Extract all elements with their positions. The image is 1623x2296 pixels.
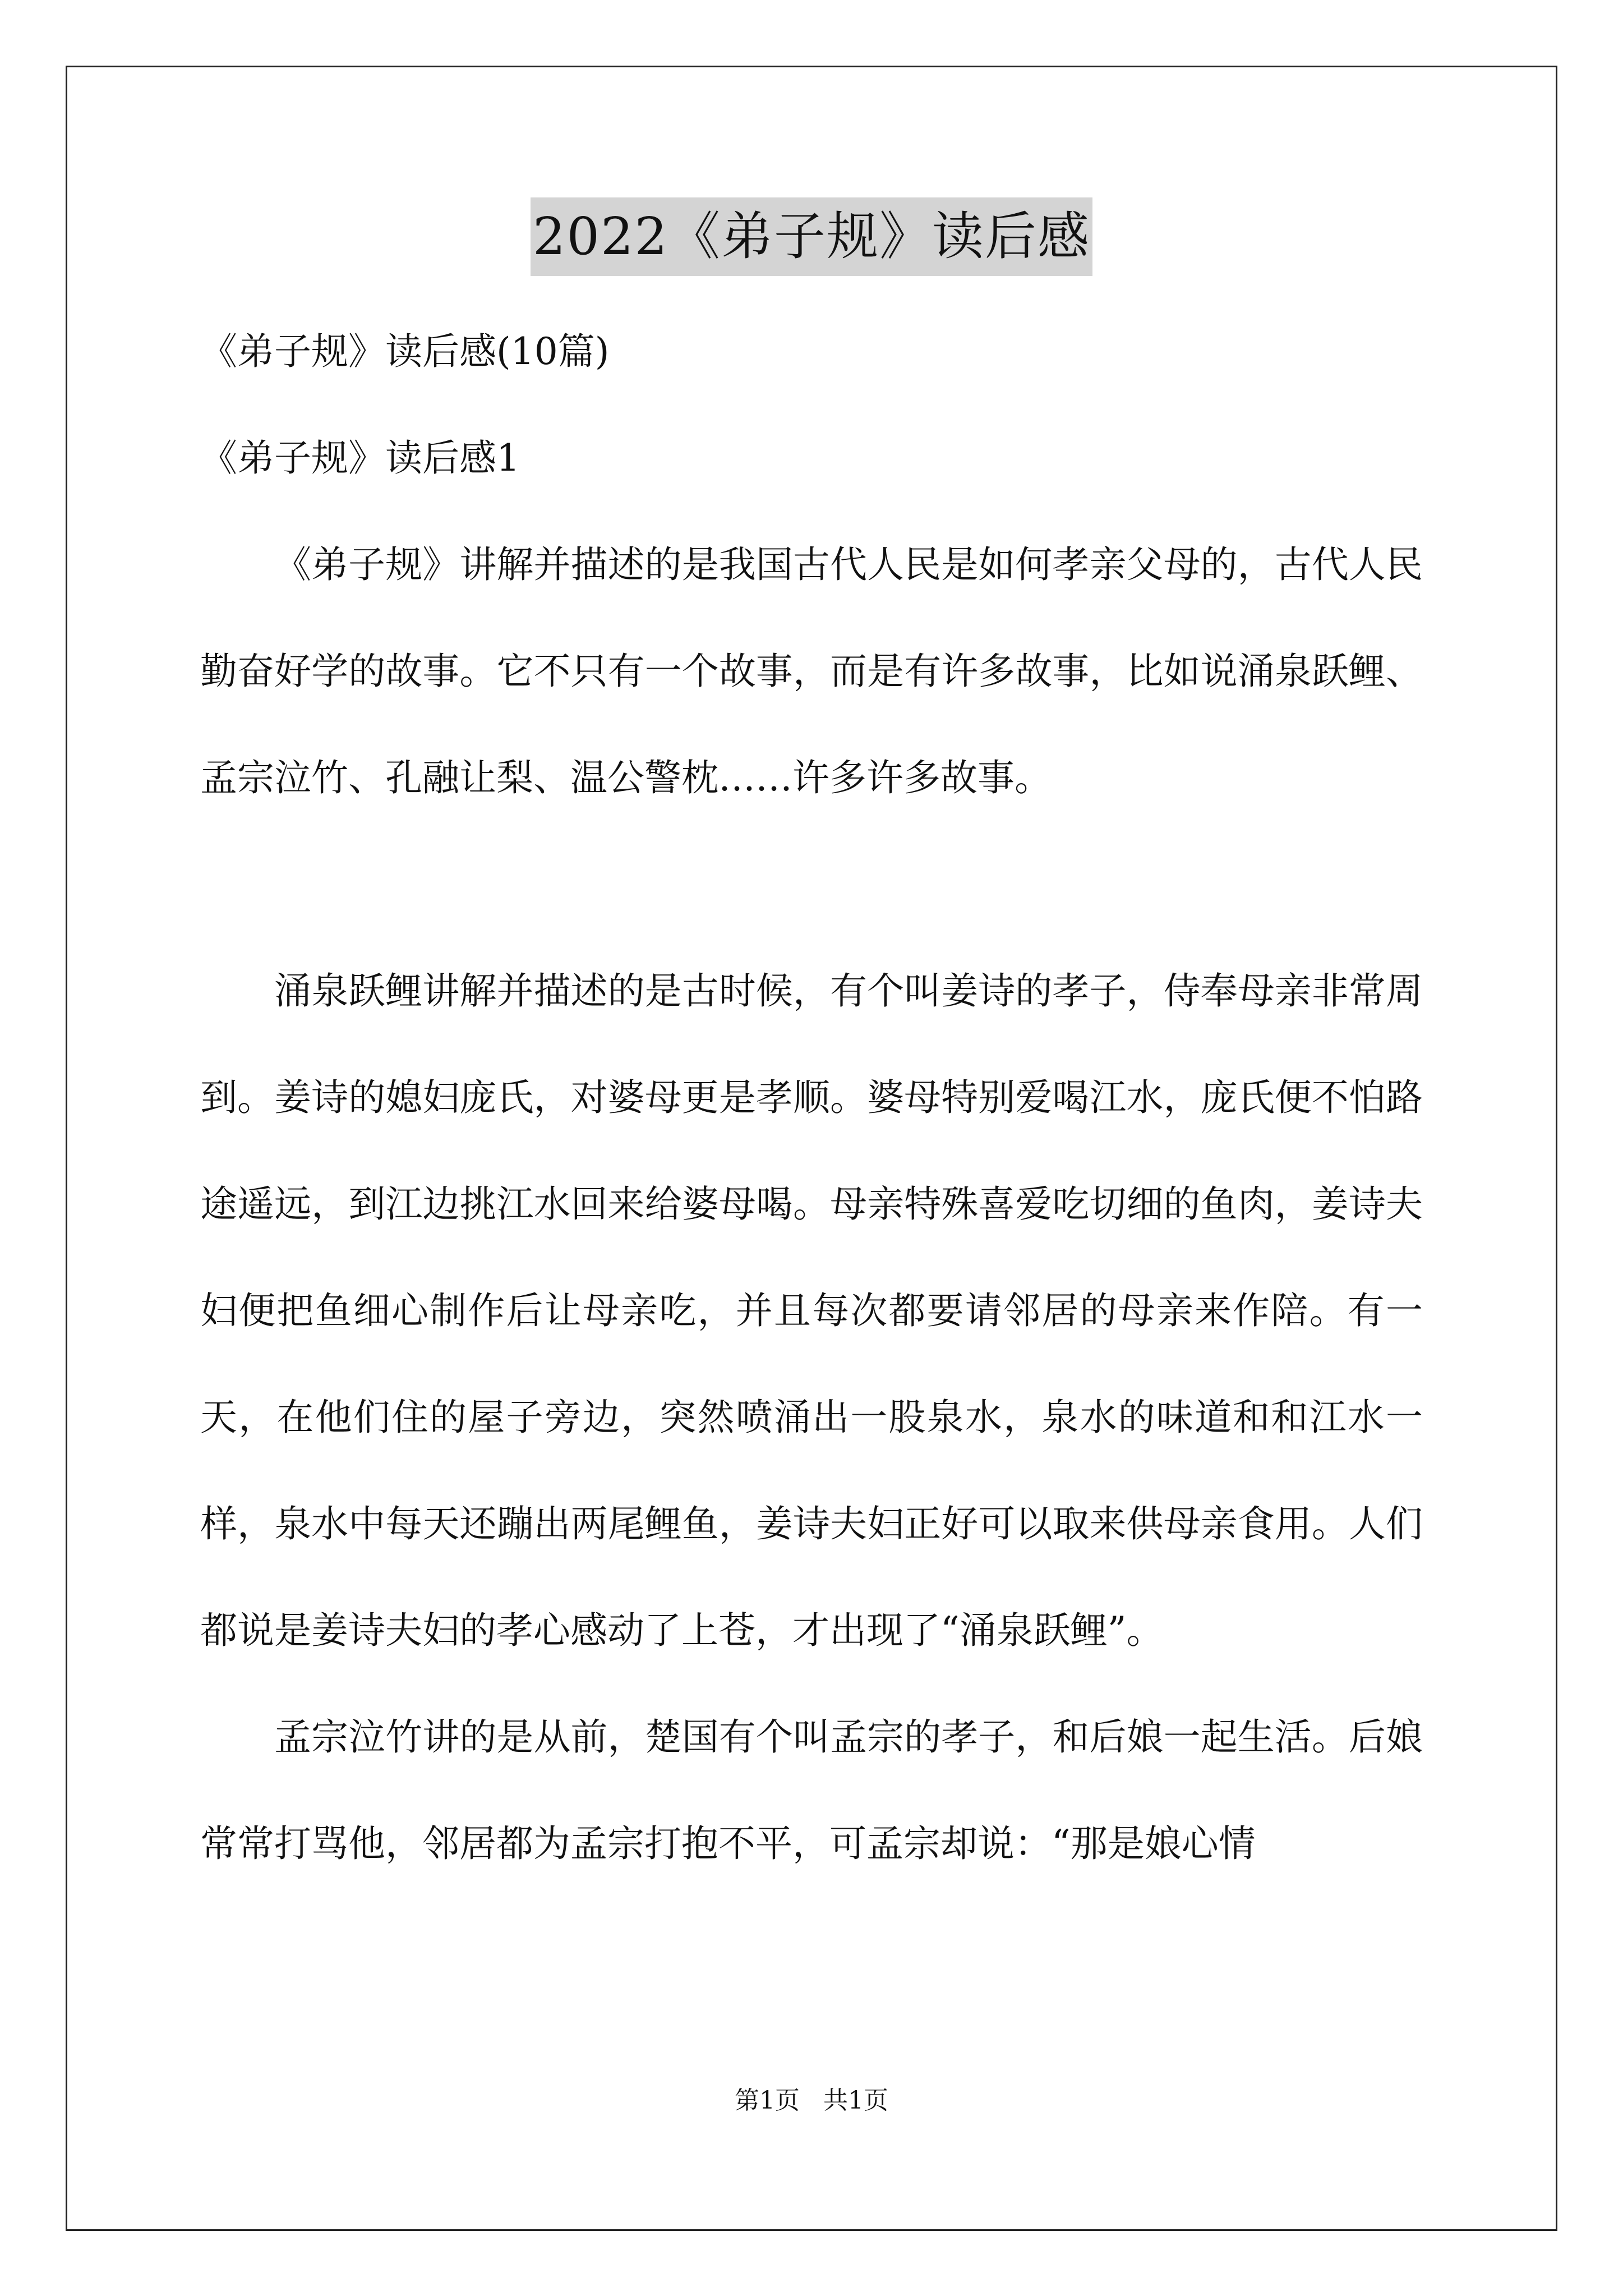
series-subtitle: 《弟子规》读后感(10篇) [200,330,610,373]
blank-line [200,831,1423,938]
paragraph-story-2: 孟宗泣竹讲的是从前，楚国有个叫孟宗的孝子，和后娘一起生活。后娘常常打骂他，邻居都为孟宗打抱不平，可孟宗却说：“那是娘心情 [200,1715,1423,1865]
paragraph-story-1: 涌泉跃鲤讲解并描述的是古时候，有个叫姜诗的孝子，侍奉母亲非常周到。姜诗的媳妇庞氏，对婆母更是孝顺。婆母特别爱喝江水，庞氏便不怕路途遥远，到江边挑江水回来给婆母喝。母亲特殊喜爱吃切细的鱼肉，姜诗夫妇便把鱼细心制作后让母亲吃，并且每次都要请邻居的母亲来作陪。有一天，在他们住的屋子旁边，突然喷涌出一股泉水，泉水的味道和和江水一样，泉水中每天还蹦出两尾鲤鱼，姜诗夫妇正好可以取来供母亲食用。人们都说是姜诗夫妇的孝心感动了上苍，才出现了“涌泉跃鲤”。 [200,969,1423,1652]
document-body [200,298,1423,1897]
page-footer: 第1页 共1页 [735,2086,888,2115]
section-heading: 《弟子规》读后感1 [200,436,520,480]
document-title: 2022《弟子规》读后感 [531,197,1092,276]
title-container [0,197,1623,276]
paragraph-intro: 《弟子规》讲解并描述的是我国古代人民是如何孝亲父母的，古代人民勤奋好学的故事。它不只有一个故事，而是有许多故事，比如说涌泉跃鲤、孟宗泣竹、孔融让梨、温公警枕……许多许多故事。 [200,543,1423,799]
